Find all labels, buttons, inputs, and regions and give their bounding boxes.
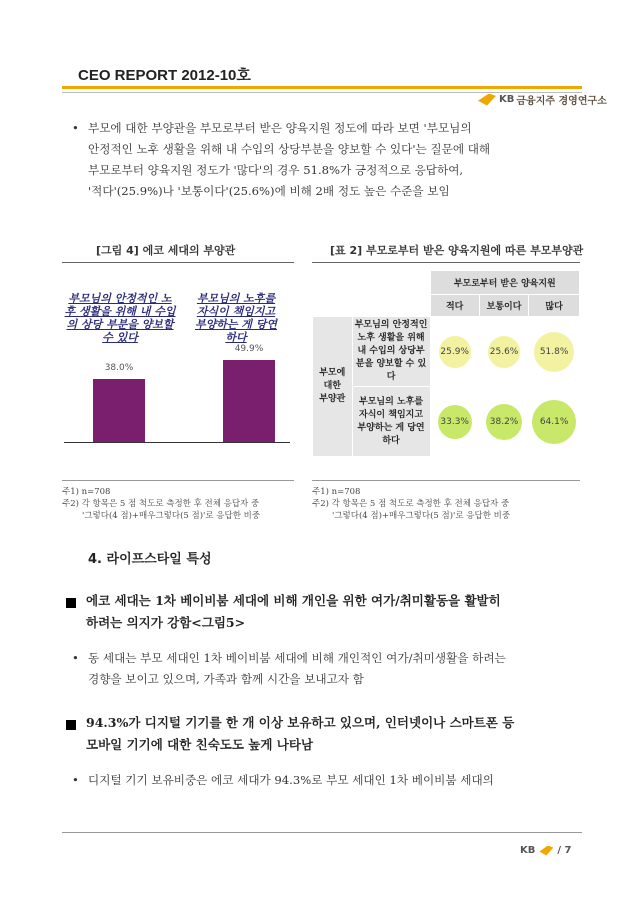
table2-title: [표 2] 부모로부터 받은 양육지원에 따른 부모부양관 (330, 244, 584, 257)
bullet-dot: • (72, 651, 79, 665)
kb-star-icon (478, 94, 496, 106)
square-bullet-icon (66, 720, 76, 730)
sub1-line: 동 세대는 부모 세대인 1차 베이비붐 세대에 비해 개인적인 여가/취미생활을 하려는 (88, 651, 506, 665)
bullet1-line: 하려는 의지가 강함<그림5> (86, 615, 246, 630)
chart-axis-line (64, 442, 290, 443)
row-group-line: 부양관 (319, 394, 346, 404)
table2-row1-label: 부모님의 안정적인 노후 생활을 위해 내 수입의 상당부분을 양보할 수 있다 (352, 317, 430, 387)
figure4-category-label-1: 부모님의 안정적인 노후 생활을 위해 내 수입의 상당 부분을 양보할 수 있다 (64, 292, 176, 344)
table2-col-high: 많다 (529, 295, 580, 317)
row-group-line: 대한 (323, 381, 341, 391)
table2-note-3: '그렇다(4 점)+매우그렇다(5 점)'로 응답한 비중 (332, 511, 511, 521)
sub2-line: 디지털 기기 보유비중은 에코 세대가 94.3%로 부모 세대인 1차 베이비붐 세대의 (88, 773, 494, 787)
table2-row-group (313, 317, 353, 457)
title-rule (62, 86, 582, 89)
value-bubble: 25.6% (488, 336, 520, 368)
section4-sub1 (72, 648, 578, 690)
table2-grid (312, 270, 580, 457)
square-bullet-icon (66, 598, 76, 608)
value-bubble: 25.9% (439, 336, 471, 368)
bar-2 (223, 360, 275, 442)
intro-line: '적다'(25.9%)나 '보통이다'(25.6%)에 비해 2배 정도 높은 수준을 보임 (88, 184, 450, 198)
row-group-line: 부모에 (319, 368, 346, 378)
intro-line: 안정적인 노후 생활을 위해 내 수입의 상당부분을 양보할 수 있다'는 질문에 대해 (88, 142, 491, 156)
table2-group-header: 부모로부터 받은 양육지원 (430, 271, 579, 295)
section4-bullet1 (86, 590, 586, 634)
footer-rule (62, 832, 582, 833)
table2-col-low: 적다 (430, 295, 479, 317)
table2-cell (430, 387, 479, 457)
bullet1-line: 에코 세대는 1차 베이비붐 세대에 비해 개인을 위한 여가/취미활동을 활발히 (86, 593, 501, 608)
kb-star-icon (539, 846, 553, 856)
section4-title: 4. 라이프스타일 특성 (88, 552, 212, 567)
value-bubble: 33.3% (438, 405, 472, 439)
value-bubble: 38.2% (486, 404, 522, 440)
figure4-note-3: '그렇다(4 점)+매우그렇다(5 점)'로 응답한 비중 (82, 511, 261, 521)
table2-cell (529, 387, 580, 457)
figure4-bottom-rule (62, 480, 294, 481)
figure4-title: [그림 4] 에코 세대의 부양관 (96, 244, 236, 257)
table2-row2-label: 부모님의 노후를 자식이 책임지고 부양하는 게 당연하다 (352, 387, 430, 457)
footer-logo (520, 845, 571, 856)
bullet-dot: • (72, 121, 79, 135)
table2 (312, 270, 580, 457)
section4-sub2 (72, 770, 578, 791)
logo-text: 금융지주 경영연구소 (516, 96, 607, 107)
table2-note-2: 주2) 각 항목은 5 점 척도로 측정한 후 전체 응답자 중 (312, 499, 510, 509)
table2-note-1: 주1) n=708 (312, 487, 361, 497)
sub1-line: 경향을 보이고 있으며, 가족과 함께 시간을 보내고자 함 (88, 672, 364, 686)
logo-kb: KB (499, 94, 515, 105)
intro-line: 부모로부터 양육지원 정도가 '많다'의 경우 51.8%가 긍정적으로 응답하여, (88, 163, 464, 177)
page-number: / 7 (557, 845, 572, 856)
bar-value-label-2: 49.9% (234, 344, 264, 354)
bullet-dot: • (72, 773, 79, 787)
bar-1 (93, 379, 145, 442)
section4-bullet2 (86, 712, 586, 756)
figure4-title-rule (62, 262, 294, 263)
header-logo (478, 92, 607, 107)
figure4-category-label-2: 부모님의 노후를 자식이 책임지고 부양하는 게 당연하다 (194, 292, 278, 344)
value-bubble: 51.8% (534, 332, 574, 372)
intro-paragraph (72, 118, 588, 202)
footer-kb: KB (520, 845, 536, 856)
table2-bottom-rule (312, 480, 580, 481)
table2-col-mid: 보통이다 (479, 295, 528, 317)
figure4-bar-chart (64, 340, 290, 442)
bullet2-line: 모바일 기기에 대한 친숙도도 높게 나타남 (86, 737, 314, 752)
intro-line: 부모에 대한 부양관을 부모로부터 받은 양육지원 정도에 따라 보면 '부모님의 (88, 121, 472, 135)
table2-cell (430, 317, 479, 387)
bullet2-line: 94.3%가 디지털 기기를 한 개 이상 보유하고 있으며, 인터넷이나 스마트폰 등 (86, 715, 515, 730)
table2-cell (479, 387, 528, 457)
table2-cell (529, 317, 580, 387)
report-title: CEO REPORT 2012-10호 (78, 67, 251, 84)
figure4-note-1: 주1) n=708 (62, 487, 111, 497)
table2-cell (479, 317, 528, 387)
bar-value-label-1: 38.0% (104, 363, 134, 373)
value-bubble: 64.1% (532, 400, 576, 444)
figure4-note-2: 주2) 각 항목은 5 점 척도로 측정한 후 전체 응답자 중 (62, 499, 260, 509)
table2-title-rule (312, 262, 580, 263)
